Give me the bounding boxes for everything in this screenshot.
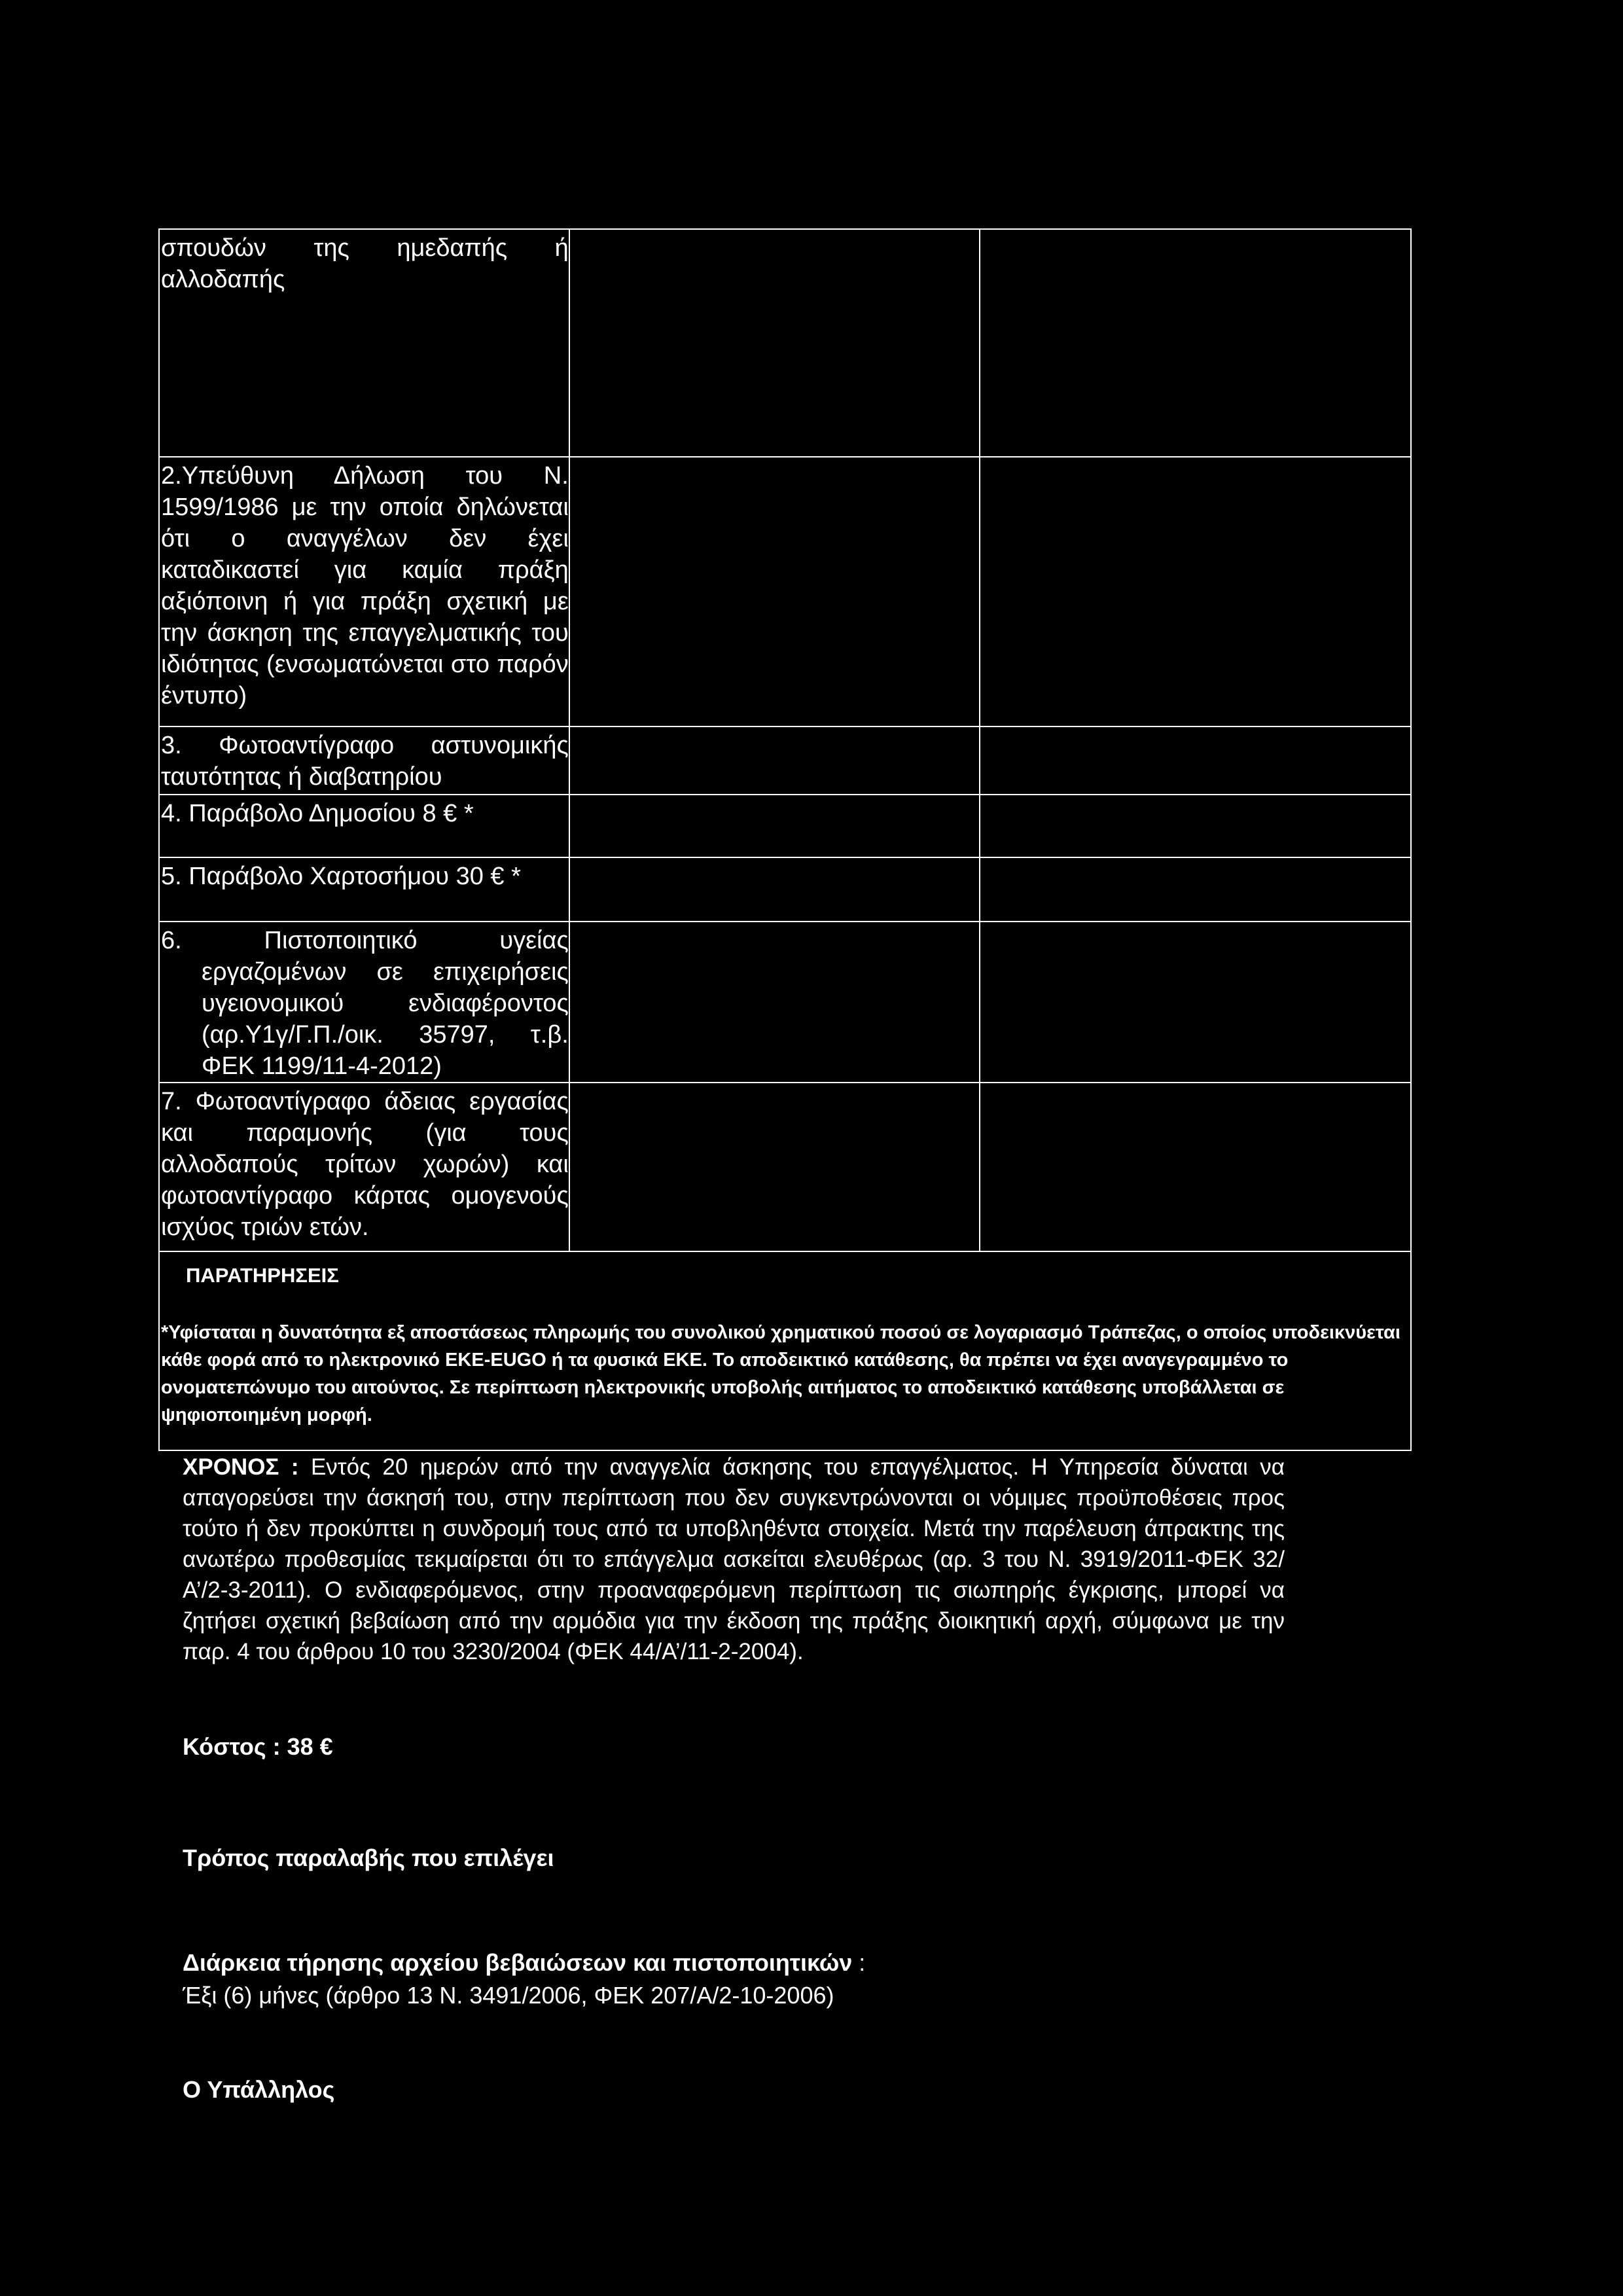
- table-row: [159, 922, 1411, 1083]
- document-cell: [159, 229, 569, 457]
- empty-cell: [569, 922, 980, 1083]
- table-row: [159, 1251, 1411, 1450]
- document-item: 2.Υπεύθυνη Δήλωση του Ν. 1599/1986 με την οποία δηλώνεται ότι ο αναγγέλων δεν έχει καταδικαστεί για καμία πράξη αξιόποινη ή για πράξη σχετική με την άσκηση της επαγγελματικής του ιδιότητας (ενσωματώνεται στο παρόν έντυπο): [161, 462, 569, 709]
- document-item: 6. Πιστοποιητικό υγείας εργαζομένων σε επιχειρήσεις υγειονομικού ενδιαφέροντος (αρ.Υ1γ/Γ.Π./οικ. 35797, τ.β. ΦΕΚ 1199/11-4-2012): [161, 927, 569, 1080]
- empty-cell: [980, 922, 1411, 1083]
- document-item: 4. Παράβολο Δημοσίου 8 € *: [161, 800, 474, 827]
- empty-cell: [980, 857, 1411, 922]
- document-cell: [159, 795, 569, 857]
- table-row: [159, 857, 1411, 922]
- document-cell: [159, 1083, 569, 1251]
- table-row: [159, 457, 1411, 726]
- documents-table: [158, 228, 1412, 1451]
- receipt-method: Τρόπος παραλαβής που επιλέγει: [183, 1844, 554, 1871]
- retention-line: [183, 1949, 865, 1977]
- employee-label: Ο Υπάλληλος: [183, 2076, 335, 2103]
- table-row: [159, 1083, 1411, 1251]
- notes-cell: [159, 1251, 1411, 1450]
- cost-line: Κόστος : 38 €: [183, 1733, 333, 1760]
- table-row: [159, 229, 1411, 457]
- document-item: σπουδών της ημεδαπής ή αλλοδαπής: [161, 234, 569, 293]
- time-paragraph: [183, 1452, 1285, 1667]
- empty-cell: [569, 795, 980, 857]
- empty-cell: [980, 229, 1411, 457]
- table-row: [159, 726, 1411, 795]
- empty-cell: [980, 1083, 1411, 1251]
- document-item: 5. Παράβολο Χαρτοσήμου 30 € *: [161, 863, 521, 890]
- document-item: 7. Φωτοαντίγραφο άδειας εργασίας και παραμονής (για τους αλλοδαπούς τρίτων χωρών) και φωτοαντίγραφο κάρτας ομογενούς ισχύος τριών ετών.: [161, 1088, 569, 1241]
- empty-cell: [569, 857, 980, 922]
- document-cell: [159, 457, 569, 726]
- empty-cell: [980, 457, 1411, 726]
- document-cell: [159, 726, 569, 795]
- empty-cell: [980, 726, 1411, 795]
- time-text: Εντός 20 ημερών από την αναγγελία άσκησης του επαγγέλματος. Η Υπηρεσία δύναται να απαγορεύσει την άσκησή του, στην περίπτωση που δεν συγκεντρώνονται οι νόμιμες προϋποθέσεις προς τούτο ή δεν προκύπτει η συνδρομή τους από τα υποβληθέντα στοιχεία. Μετά την παρέλευση άπρακτης της ανωτέρω προθεσμίας τεκμαίρεται ότι το επάγγελμα ασκείται ελευθέρως (αρ. 3 του Ν. 3919/2011-ΦΕΚ 32/Α’/2-3-2011). Ο ενδιαφερόμενος, στην προαναφερόμενη περίπτωση τις σιωπηρής έγκρισης, μπορεί να ζητήσει σχετική βεβαίωση από την αρμόδια για την έκδοση της πράξης διοικητική αρχή, σύμφωνα με την παρ. 4 του άρθρου 10 του 3230/2004 (ΦΕΚ 44/Α’/11-2-2004).: [183, 1454, 1285, 1664]
- document-item: 3. Φωτοαντίγραφο αστυνομικής ταυτότητας ή διαβατηρίου: [161, 732, 569, 791]
- document-cell: [159, 922, 569, 1083]
- notes-text: *Υφίσταται η δυνατότητα εξ αποστάσεως πληρωμής του συνολικού χρηματικού ποσού σε λογαριασμό Τράπεζας, ο οποίος υποδεικνύεται κάθε φορά από το ηλεκτρονικό ΕΚΕ-EUGO ή τα φυσικά ΕΚΕ. Το αποδεικτικό κατάθεσης, θα πρέπει να έχει αναγεγραμμένο το ονοματεπώνυμο του αιτούντος. Σε περίπτωση ηλεκτρονικής υποβολής αιτήματος το αποδεικτικό κατάθεσης υποβάλλεται σε ψηφιοποιημένη μορφή.: [161, 1322, 1400, 1426]
- empty-cell: [980, 795, 1411, 857]
- empty-cell: [569, 457, 980, 726]
- retention-colon: :: [852, 1949, 866, 1976]
- retention-value: Έξι (6) μήνες (άρθρο 13 Ν. 3491/2006, ΦΕΚ 207/Α/2-10-2006): [183, 1982, 834, 2009]
- retention-label: Διάρκεια τήρησης αρχείου βεβαιώσεων και πιστοποιητικών: [183, 1949, 853, 1976]
- table-row: [159, 795, 1411, 857]
- empty-cell: [569, 1083, 980, 1251]
- empty-cell: [569, 726, 980, 795]
- time-label: ΧΡΟΝΟΣ :: [183, 1454, 299, 1480]
- empty-cell: [569, 229, 980, 457]
- document-cell: [159, 857, 569, 922]
- notes-title: ΠΑΡΑΤΗΡΗΣΕΙΣ: [186, 1264, 339, 1287]
